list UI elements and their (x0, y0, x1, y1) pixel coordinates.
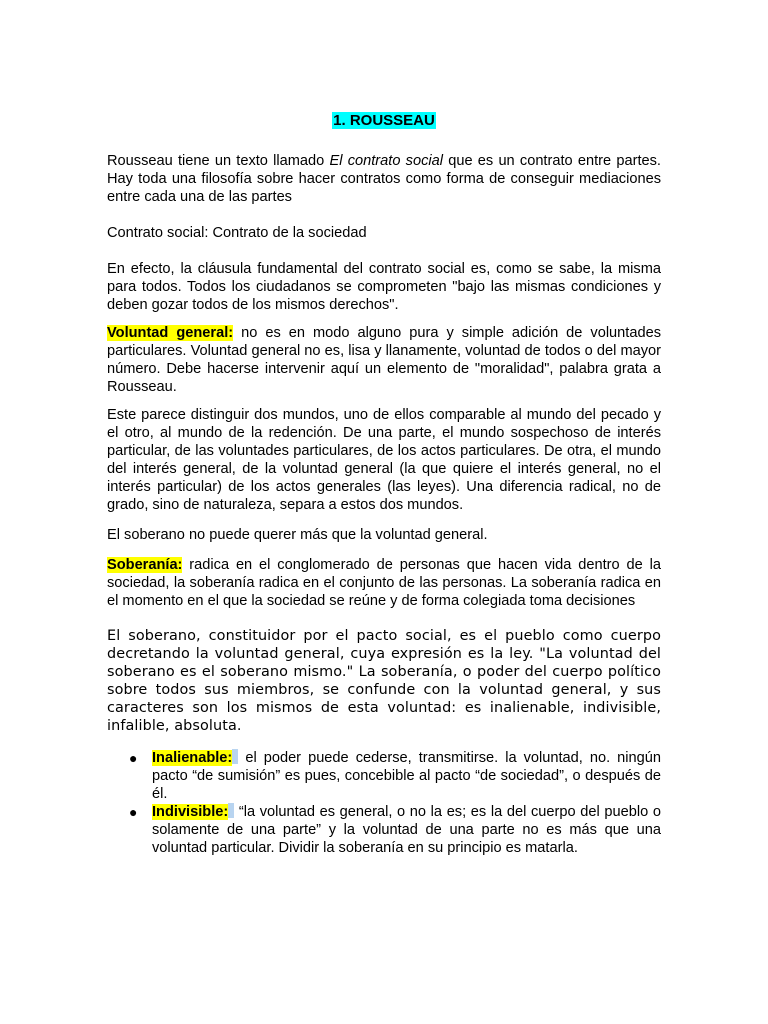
paragraph-definition: Contrato social: Contrato de la sociedad (107, 225, 367, 241)
paragraph-sovereignty: Soberanía: radica en el conglomerado de personas que hacen vida dentro de la sociedad, la soberanía radica en el conjunto de las personas. La soberanía radica en el momento en el que la sociedad se reúne y de forma colegiada toma decisiones (107, 557, 661, 609)
document-title: 1. ROUSSEAU (333, 112, 435, 129)
document-body (107, 152, 661, 857)
list-item: ● Indivisible: “la voluntad es general, o no la es; es la del cuerpo del pueblo o solamente de una parte” y la voluntad de una parte no es más que una voluntad particular. Dividir la soberanía en su principio es matarla. (129, 804, 661, 856)
book-title: El contrato social (329, 153, 443, 169)
term-highlight: Inalienable: (152, 750, 233, 766)
characteristics-list (107, 749, 661, 857)
bullet-icon: ● (129, 750, 138, 766)
paragraph-two-worlds: Este parece distinguir dos mundos, uno de ellos comparable al mundo del pecado y el otro, al mundo de la redención. De una parte, el mundo sospechoso de interés particular, de las voluntades particulares, de los actos particulares. De otra, el mundo del interés general, de la voluntad general (la que quiere el interés general, no el interés particular) de los actos generales (las leyes). Una diferencia radical, no de grado, sino de naturaleza, separa a estos dos mundos. (107, 407, 661, 513)
term-highlight: Voluntad general: (107, 325, 234, 341)
paragraph-people-body: El soberano, constituidor por el pacto social, es el pueblo como cuerpo decretando la voluntad general, cuya expresión es la ley. "La voluntad del soberano es el soberano mismo." La soberanía, o poder del cuerpo político sobre todos sus miembros, se confunde con la voluntad general, y sus caracteres son los mismos de esta voluntad: es inalienable, indivisible, infalible, absoluta. (107, 628, 661, 734)
paragraph-clause: En efecto, la cláusula fundamental del contrato social es, como se sabe, la misma para todos. Todos los ciudadanos se comprometen "bajo las mismas condiciones y deben gozar todos de los mismos derechos". (107, 261, 661, 313)
paragraph-sovereign: El soberano no puede querer más que la voluntad general. (107, 527, 488, 543)
paragraph-general-will: Voluntad general: no es en modo alguno pura y simple adición de voluntades particulares. Voluntad general no es, lisa y llanamente, voluntad de todos o del mayor número. Debe hacerse intervenir aquí un elemento de "moralidad", palabra grata a Rousseau. (107, 325, 661, 395)
bullet-icon: ● (129, 804, 138, 820)
term-highlight: Indivisible: (152, 804, 229, 820)
paragraph-intro: Rousseau tiene un texto llamado El contrato social que es un contrato entre partes. Hay toda una filosofía sobre hacer contratos como forma de conseguir mediaciones entre cada una de las partes (107, 153, 661, 205)
list-item: ● Inalienable: el poder puede cederse, transmitirse. la voluntad, no. ningún pacto “de sumisión” es pues, concebible al pacto “de sociedad”, o después de él. (129, 750, 661, 802)
term-highlight: Soberanía: (107, 557, 183, 573)
